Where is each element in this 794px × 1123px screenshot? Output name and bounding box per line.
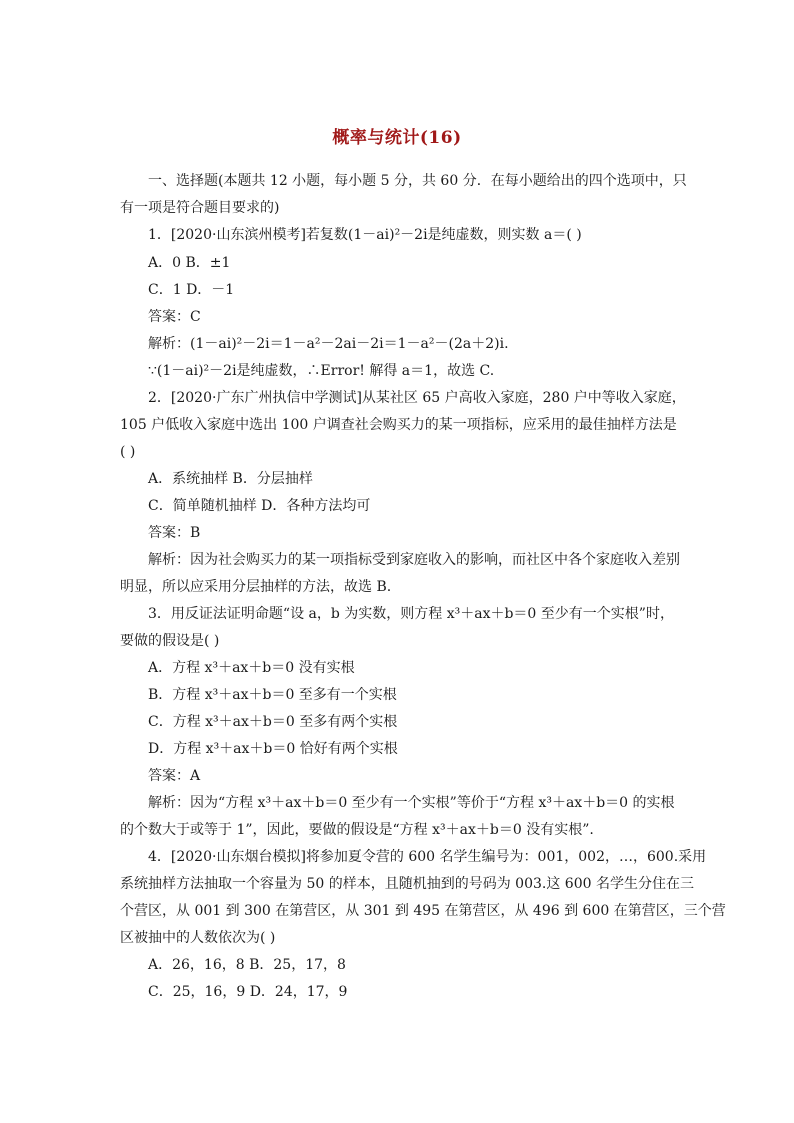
q4-options-ab: A．26，16，8 B．25，17，8: [148, 957, 346, 973]
q1-answer: 答案：C: [148, 309, 201, 325]
q2-options-cd: C．简单随机抽样 D．各种方法均可: [148, 498, 371, 514]
q4-stem-line-2: 系统抽样方法抽取一个容量为 50 的样本，且随机抽到的号码为 003.这 600 名学生分住在三: [120, 876, 694, 892]
q2-stem-line-2: 105 户低收入家庭中选出 100 户调查社会购买力的某一项指标，应采用的最佳抽样方法是: [120, 417, 677, 433]
q4-stem-line-4: 区被抽中的人数依次为( ): [120, 930, 276, 946]
q4-options-cd: C．25，16，9 D．24，17，9: [148, 984, 348, 1000]
q3-option-b: B．方程 x³＋ax＋b＝0 至多有一个实根: [148, 687, 397, 703]
q3-solution-line-1: 解析：因为“方程 x³＋ax＋b＝0 至少有一个实根”等价于“方程 x³＋ax＋b＝0 的实根: [148, 795, 675, 811]
q1-options-ab: A．0 B．±1: [148, 255, 231, 271]
q3-option-c: C．方程 x³＋ax＋b＝0 至多有两个实根: [148, 714, 398, 730]
section-heading-line-2: 有一项是符合题目要求的): [120, 200, 280, 216]
q3-stem-line-2: 要做的假设是( ): [120, 633, 220, 649]
q2-stem-line-1: 2．[2020·广东广州执信中学测试]从某社区 65 户高收入家庭，280 户中等收入家庭，: [148, 390, 686, 406]
q3-option-a: A．方程 x³＋ax＋b＝0 没有实根: [148, 660, 355, 676]
q4-stem-line-1: 4．[2020·山东烟台模拟]将参加夏令营的 600 名学生编号为：001，002，…，600.采用: [148, 849, 707, 865]
q3-stem-line-1: 3．用反证法证明命题“设 a，b 为实数，则方程 x³＋ax＋b＝0 至少有一个实根”时，: [148, 606, 674, 622]
q2-solution-line-2: 明显，所以应采用分层抽样的方法，故选 B.: [120, 579, 392, 595]
q3-solution-line-2: 的个数大于或等于 1”，因此，要做的假设是“方程 x³＋ax＋b＝0 没有实根”.: [120, 822, 594, 838]
q1-solution-line-2: ∵(1－ai)²－2i是纯虚数，∴Error! 解得 a＝1，故选 C.: [148, 363, 495, 379]
q3-answer: 答案：A: [148, 768, 201, 784]
q4-stem-line-3: 个营区，从 001 到 300 在第营区，从 301 到 495 在第营区，从 496 到 600 在第营区，三个营: [120, 903, 726, 919]
section-heading-line-1: 一、选择题(本题共 12 小题，每小题 5 分，共 60 分．在每小题给出的四个选项中，只: [148, 173, 687, 189]
q2-options-ab: A．系统抽样 B．分层抽样: [148, 471, 313, 487]
q3-option-d: D．方程 x³＋ax＋b＝0 恰好有两个实根: [148, 741, 398, 757]
page-title: 概率与统计(16): [332, 128, 462, 148]
q2-stem-line-3: ( ): [120, 444, 136, 460]
q1-stem: 1．[2020·山东滨州模考]若复数(1－ai)²－2i是纯虚数，则实数 a＝( ): [148, 227, 582, 243]
q2-answer: 答案：B: [148, 525, 201, 541]
q2-solution-line-1: 解析：因为社会购买力的某一项指标受到家庭收入的影响，而社区中各个家庭收入差别: [148, 552, 680, 568]
q1-solution-line-1: 解析：(1－ai)²－2i＝1－a²－2ai－2i＝1－a²－(2a＋2)i.: [148, 336, 509, 352]
q1-options-cd: C．1 D．－1: [148, 282, 235, 298]
